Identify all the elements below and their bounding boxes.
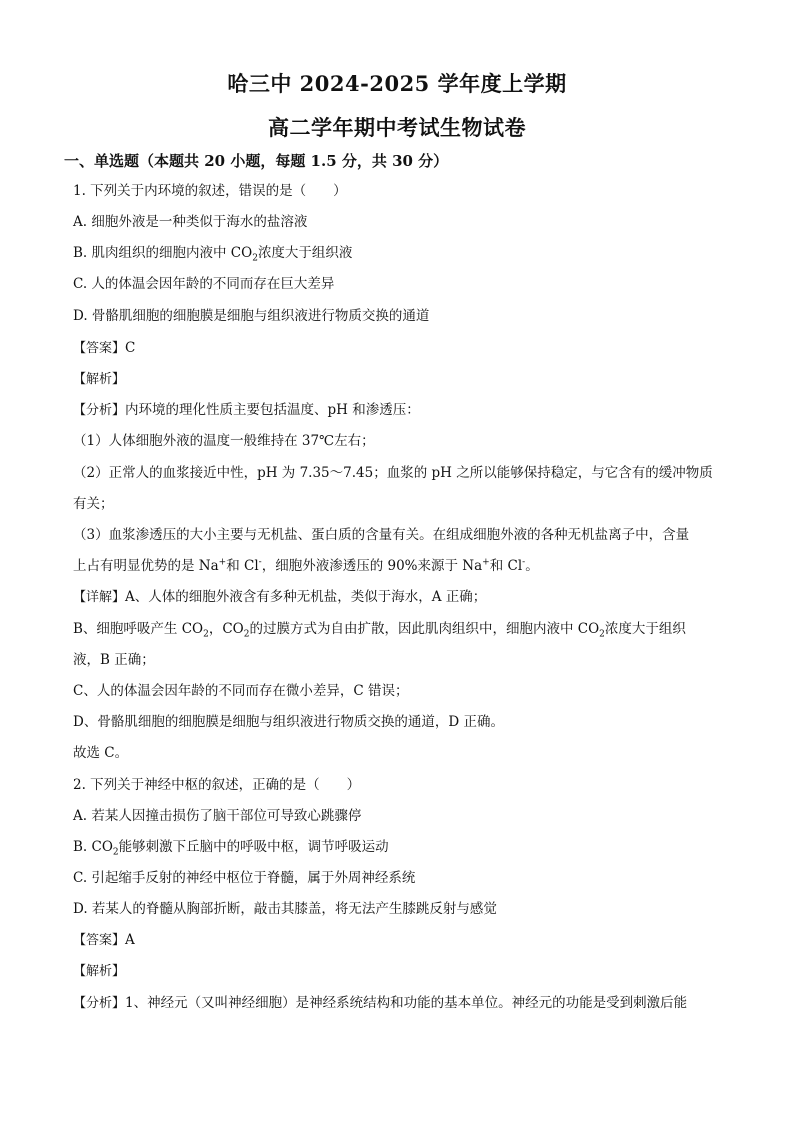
q1-option-a: A. 细胞外液是一种类似于海水的盐溶液 [73,214,308,230]
q1-option-c: C. 人的体温会因年龄的不同而存在巨大差异 [73,276,335,292]
q1-point-1: （1）人体细胞外液的温度一般维持在 37℃左右； [73,433,375,449]
q1-analysis-tag: 【解析】 [73,372,126,387]
q2-option-c: C. 引起缩手反射的神经中枢位于脊髓，属于外周神经系统 [73,870,416,886]
q1-option-b: B. 肌肉组织的细胞内液中 $CO_2$浓度大于组织液 [73,245,353,264]
q2-answer: 【答案】A [73,932,135,948]
answer-tag: 【答案】 [73,341,126,356]
q2-fenxi: 【分析】1、神经元（又叫神经细胞）是神经系统结构和功能的基本单位。神经元的功能是受到刺激后能 [73,995,688,1011]
q2-option-a: A. 若某人因撞击损伤了脑干部位可导致心跳骤停 [73,808,362,824]
q2-stem: 2. 下列关于神经中枢的叙述，正确的是（ ） [73,777,361,793]
q1-point-3-line2: 上占有明显优势的是 Na+和 Cl-，细胞外液渗透压的 90%来源于 Na+和 Cl-。 [73,557,539,574]
q2-analysis-tag: 【解析】 [73,964,126,979]
q1-xiangjie-b-line1: B、细胞呼吸产生 $CO_2$，$CO_2$的过膜方式为自由扩散，因此肌肉组织中，细胞内液中 $CO_2$浓度大于组织 [73,621,686,640]
page-title: 哈三中 2024-2025 学年度上学期 [227,71,567,96]
q1-stem: 1. 下列关于内环境的叙述，错误的是（ ） [73,183,347,199]
page-subtitle: 高二学年期中考试生物试卷 [268,115,526,140]
q2-option-d: D. 若某人的脊髓从胸部折断，敲击其膝盖，将无法产生膝跳反射与感觉 [73,901,497,917]
q1-fenxi: 【分析】内环境的理化性质主要包括温度、pH 和渗透压： [73,402,420,418]
q1-conclusion: 故选 C。 [73,745,129,761]
q1-point-2-line2: 有关； [73,496,114,512]
q1-option-d: D. 骨骼肌细胞的细胞膜是细胞与组织液进行物质交换的通道 [73,308,430,324]
q2-option-b: B. $CO_2$能够刺激下丘脑中的呼吸中枢，调节呼吸运动 [73,839,389,858]
q1-xiangjie-d: D、骨骼肌细胞的细胞膜是细胞与组织液进行物质交换的通道，D 正确。 [73,714,504,730]
section-heading: 一、单选题（本题共 20 小题，每题 1.5 分，共 30 分） [64,152,449,170]
q1-answer: 【答案】C [73,340,136,356]
q1-point-3-line1: （3）血浆渗透压的大小主要与无机盐、蛋白质的含量有关。在组成细胞外液的各种无机盐离子中，含量 [73,527,690,543]
q1-xiangjie-c: C、人的体温会因年龄的不同而存在微小差异，C 错误； [73,683,409,699]
answer-tag: 【答案】 [73,933,126,948]
q1-xiangjie-a: 【详解】A、人体的细胞外液含有多种无机盐，类似于海水，A 正确； [73,589,487,605]
q1-point-2-line1: （2）正常人的血浆接近中性，pH 为 7.35～7.45；血浆的 pH 之所以能够保持稳定，与它含有的缓冲物质 [73,465,713,481]
q1-xiangjie-b-line2: 液，B 正确； [73,652,155,668]
